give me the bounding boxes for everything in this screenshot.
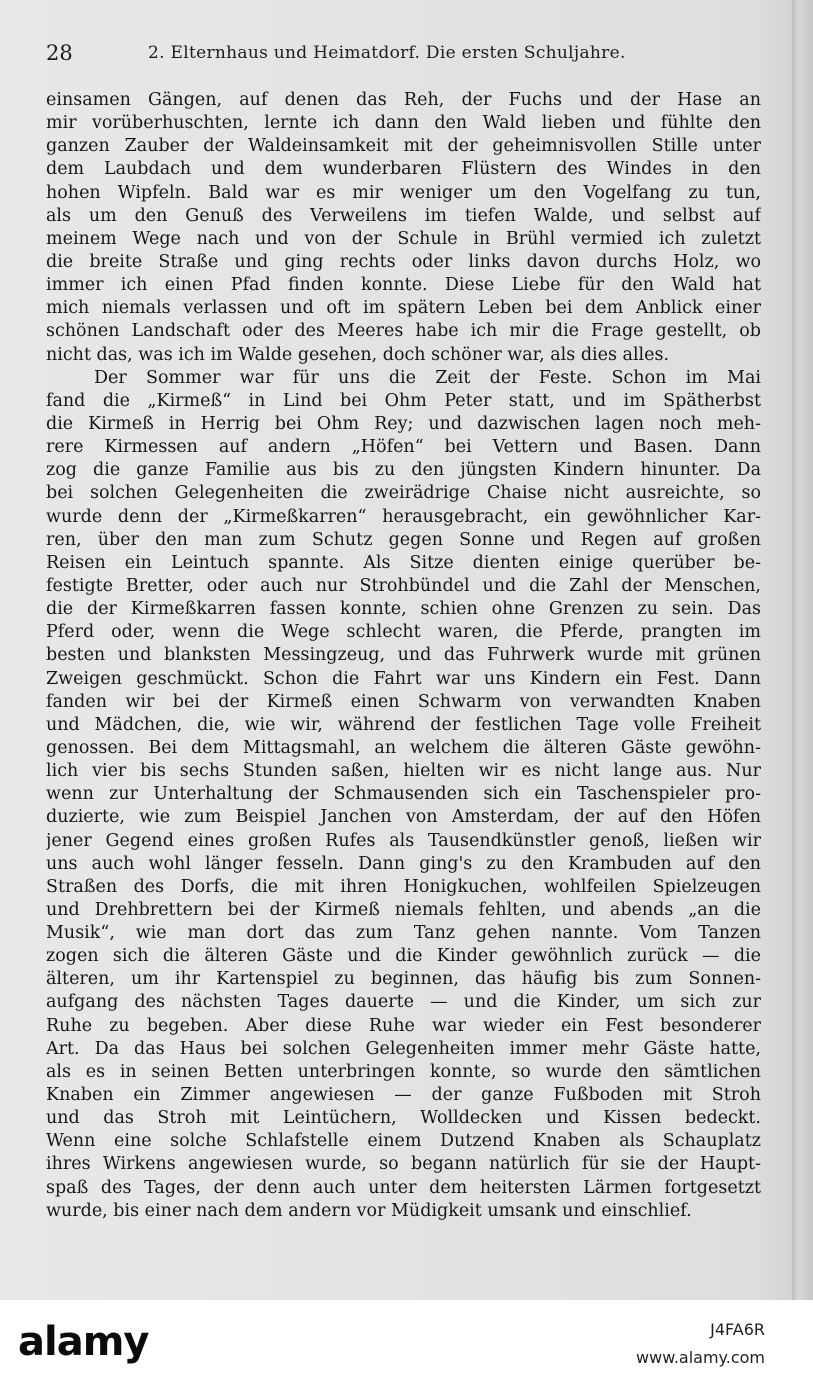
text-line: zog die ganze Familie aus bis zu den jüngsten Kindern hinunter. Da xyxy=(46,460,761,481)
stock-image-id: J4FA6R xyxy=(710,1320,765,1339)
text-line: älteren, um ihr Kartenspiel zu beginnen, das häufig bis zum Sonnen- xyxy=(46,969,761,990)
page-edge xyxy=(792,0,813,1300)
text-line: hohen Wipfeln. Bald war es mir weniger um den Vogelfang zu tun, xyxy=(46,182,761,203)
text-line: uns auch wohl länger fesseln. Dann ging's zu den Krambuden auf den xyxy=(46,853,761,874)
text-line: Knaben ein Zimmer angewiesen — der ganze Fußboden mit Stroh xyxy=(46,1085,761,1106)
text-line: wurde denn der „Kirmeßkarren“ herausgebracht, ein gewöhnlicher Kar- xyxy=(46,506,761,527)
text-line: Zweigen geschmückt. Schon die Fahrt war uns Kindern ein Fest. Dann xyxy=(46,668,761,689)
text-line: Wenn eine solche Schlafstelle einem Dutzend Knaben als Schauplatz xyxy=(46,1131,761,1152)
text-line: fand die „Kirmeß“ in Lind bei Ohm Peter statt, und im Spätherbst xyxy=(46,390,761,411)
text-line: die breite Straße und ging rechts oder links davon durchs Holz, wo xyxy=(46,251,761,272)
text-line: ganzen Zauber der Waldeinsamkeit mit der geheimnisvollen Stille unter xyxy=(46,136,761,157)
text-line: Straßen des Dorfs, die mit ihren Honigkuchen, wohlfeilen Spielzeugen xyxy=(46,876,761,897)
text-line: als es in seinen Betten unterbringen konnte, so wurde den sämtlichen xyxy=(46,1061,761,1082)
stock-url: www.alamy.com xyxy=(636,1348,765,1367)
text-line: festigte Bretter, oder auch nur Strohbündel und die Zahl der Menschen, xyxy=(46,575,761,596)
text-line: Art. Da das Haus bei solchen Gelegenheiten immer mehr Gäste hatte, xyxy=(46,1038,761,1059)
text-line: duzierte, wie zum Beispiel Janchen von Amsterdam, der auf den Höfen xyxy=(46,807,761,828)
text-line: die Kirmeß in Herrig bei Ohm Rey; und dazwischen lagen noch meh- xyxy=(46,413,761,434)
text-line: und das Stroh mit Leintüchern, Wolldecken und Kissen bedeckt. xyxy=(46,1108,761,1129)
text-line: ren, über den man zum Schutz gegen Sonne und Regen auf großen xyxy=(46,529,761,550)
text-line: meinem Wege nach und von der Schule in Brühl vermied ich zuletzt xyxy=(46,228,761,249)
text-line: als um den Genuß des Verweilens im tiefen Walde, und selbst auf xyxy=(46,205,761,226)
text-line: und Mädchen, die, wie wir, während der festlichen Tage volle Freiheit xyxy=(46,714,761,735)
text-line: mich niemals verlassen und oft im spätern Leben bei dem Anblick einer xyxy=(46,298,761,319)
running-head: 2. Elternhaus und Heimatdorf. Die ersten Schuljahre. xyxy=(148,43,626,63)
text-line: jener Gegend eines großen Rufes als Tausendkünstler genoß, ließen wir xyxy=(46,830,761,851)
text-line: die der Kirmeßkarren fassen konnte, schien ohne Grenzen zu sein. Das xyxy=(46,599,761,620)
text-line: immer ich einen Pfad finden konnte. Diese Liebe für den Wald hat xyxy=(46,275,761,296)
text-line: Reisen ein Leintuch spannte. Als Sitze dienten einige querüber be- xyxy=(46,552,761,573)
text-line: aufgang des nächsten Tages dauerte — und die Kinder, um sich zur xyxy=(46,992,761,1013)
text-line: zogen sich die älteren Gäste und die Kinder gewöhnlich zurück — die xyxy=(46,946,761,967)
stock-logo: alamy xyxy=(18,1319,149,1365)
page-header xyxy=(46,36,758,70)
text-line: Ruhe zu begeben. Aber diese Ruhe war wieder ein Fest besonderer xyxy=(46,1015,761,1036)
text-line: wenn zur Unterhaltung der Schmausenden sich ein Taschenspieler pro- xyxy=(46,784,761,805)
paragraph-start-line: Der Sommer war für uns die Zeit der Feste. Schon im Mai xyxy=(94,367,761,388)
text-line: besten und blanksten Messingzeug, und das Fuhrwerk wurde mit grünen xyxy=(46,645,761,666)
text-line: Musik“, wie man dort das zum Tanz gehen nannte. Vom Tanzen xyxy=(46,923,761,944)
text-line: bei solchen Gelegenheiten die zweirädrige Chaise nicht ausreichte, so xyxy=(46,483,761,504)
stock-watermark-bar xyxy=(0,1300,813,1390)
page-number: 28 xyxy=(46,41,73,65)
text-line: Pferd oder, wenn die Wege schlecht waren, die Pferde, prangten im xyxy=(46,622,761,643)
text-line: mir vorüberhuschten, lernte ich dann den Wald lieben und fühlte den xyxy=(46,113,761,134)
text-line: spaß des Tages, der denn auch unter dem heitersten Lärmen fortgesetzt xyxy=(46,1177,761,1198)
text-line: nicht das, was ich im Walde gesehen, doch schöner war, als dies alles. xyxy=(46,344,670,365)
text-line: rere Kirmessen auf andern „Höfen“ bei Vettern und Basen. Dann xyxy=(46,437,761,458)
text-line: und Drehbrettern bei der Kirmeß niemals fehlten, und abends „an die xyxy=(46,899,761,920)
text-line: ihres Wirkens angewiesen wurde, so begann natürlich für sie der Haupt- xyxy=(46,1154,761,1175)
text-line: fanden wir bei der Kirmeß einen Schwarm von verwandten Knaben xyxy=(46,691,761,712)
text-line: wurde, bis einer nach dem andern vor Müdigkeit umsank und einschlief. xyxy=(46,1200,692,1221)
text-line: lich vier bis sechs Stunden saßen, hielten wir es nicht lange aus. Nur xyxy=(46,761,761,782)
text-line: dem Laubdach und dem wunderbaren Flüstern des Windes in den xyxy=(46,159,761,180)
text-line: einsamen Gängen, auf denen das Reh, der Fuchs und der Hase an xyxy=(46,90,761,110)
text-line: genossen. Bei dem Mittagsmahl, an welchem die älteren Gäste gewöhn- xyxy=(46,737,761,758)
text-line: schönen Landschaft oder des Meeres habe ich mir die Frage gestellt, ob xyxy=(46,321,761,342)
body-text xyxy=(46,89,761,1223)
